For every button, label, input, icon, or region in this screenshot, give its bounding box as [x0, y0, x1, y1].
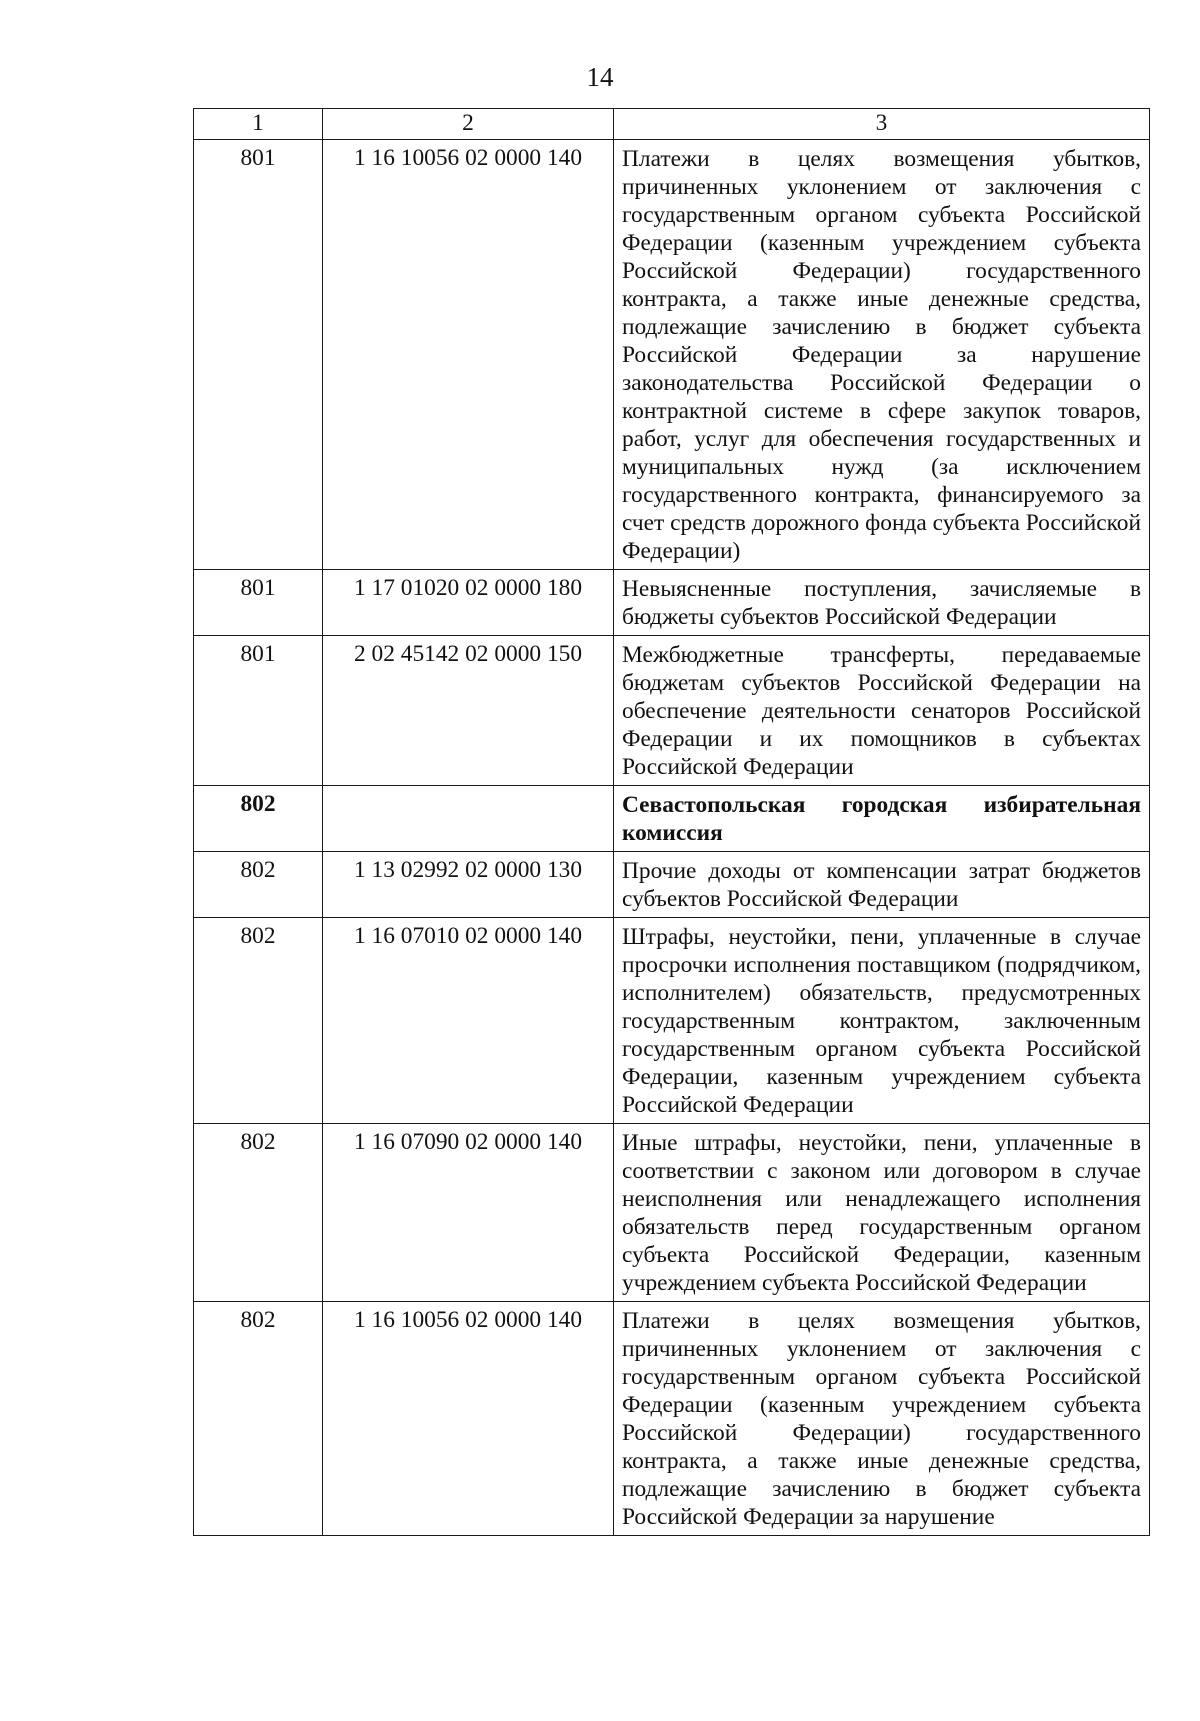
- header-col-1: 1: [194, 109, 323, 140]
- budget-code-cell: 1 16 10056 02 0000 140: [323, 1302, 614, 1536]
- header-col-3: 3: [614, 109, 1150, 140]
- admin-code-cell: 802: [194, 918, 323, 1124]
- description-cell: Межбюджетные трансферты, передаваемые бюджетам субъектов Российской Федерации на обеспечение деятельности сенаторов Российской Федерации и их помощников в субъектах Российской Федерации: [614, 636, 1150, 786]
- budget-code-cell: 1 16 07010 02 0000 140: [323, 918, 614, 1124]
- budget-code-cell: [323, 786, 614, 852]
- budget-code-cell: 1 13 02992 02 0000 130: [323, 852, 614, 918]
- table-row: [194, 918, 1150, 1124]
- budget-code-cell: 2 02 45142 02 0000 150: [323, 636, 614, 786]
- section-title-cell: Севастопольская городская избирательная комиссия: [614, 786, 1150, 852]
- admin-code-cell: 801: [194, 636, 323, 786]
- budget-code-cell: 1 17 01020 02 0000 180: [323, 570, 614, 636]
- table-row: [194, 570, 1150, 636]
- admin-code-cell: 802: [194, 786, 323, 852]
- page-number: 14: [586, 62, 614, 92]
- budget-codes-table: [193, 108, 1150, 1536]
- admin-code-cell: 802: [194, 852, 323, 918]
- admin-code-cell: 801: [194, 140, 323, 570]
- admin-code-cell: 802: [194, 1302, 323, 1536]
- description-cell: Платежи в целях возмещения убытков, причиненных уклонением от заключения с государственным органом субъекта Российской Федерации (казенным учреждением субъекта Российской Федерации) государственного контракта, а также иные денежные средства, подлежащие зачислению в бюджет субъекта Российской Федерации за нарушение: [614, 1302, 1150, 1536]
- admin-code-cell: 802: [194, 1124, 323, 1302]
- table-row: [194, 636, 1150, 786]
- description-cell: Прочие доходы от компенсации затрат бюджетов субъектов Российской Федерации: [614, 852, 1150, 918]
- section-header-row: [194, 786, 1150, 852]
- table-row: [194, 852, 1150, 918]
- table-row: [194, 1302, 1150, 1536]
- table-row: [194, 140, 1150, 570]
- header-col-2: 2: [323, 109, 614, 140]
- description-cell: Невыясненные поступления, зачисляемые в бюджеты субъектов Российской Федерации: [614, 570, 1150, 636]
- budget-code-cell: 1 16 10056 02 0000 140: [323, 140, 614, 570]
- description-cell: Платежи в целях возмещения убытков, причиненных уклонением от заключения с государственным органом субъекта Российской Федерации (казенным учреждением субъекта Российской Федерации) государственного контракта, а также иные денежные средства, подлежащие зачислению в бюджет субъекта Российской Федерации за нарушение законодательства Российской Федерации о контрактной системе в сфере закупок товаров, работ, услуг для обеспечения государственных и муниципальных нужд (за исключением государственного контракта, финансируемого за счет средств дорожного фонда субъекта Российской Федерации): [614, 140, 1150, 570]
- description-cell: Штрафы, неустойки, пени, уплаченные в случае просрочки исполнения поставщиком (подрядчиком, исполнителем) обязательств, предусмотренных государственным контрактом, заключенным государственным органом субъекта Российской Федерации, казенным учреждением субъекта Российской Федерации: [614, 918, 1150, 1124]
- admin-code-cell: 801: [194, 570, 323, 636]
- table-header-row: [194, 109, 1150, 140]
- table-row: [194, 1124, 1150, 1302]
- description-cell: Иные штрафы, неустойки, пени, уплаченные в соответствии с законом или договором в случае неисполнения или ненадлежащего исполнения обязательств перед государственным органом субъекта Российской Федерации, казенным учреждением субъекта Российской Федерации: [614, 1124, 1150, 1302]
- budget-code-cell: 1 16 07090 02 0000 140: [323, 1124, 614, 1302]
